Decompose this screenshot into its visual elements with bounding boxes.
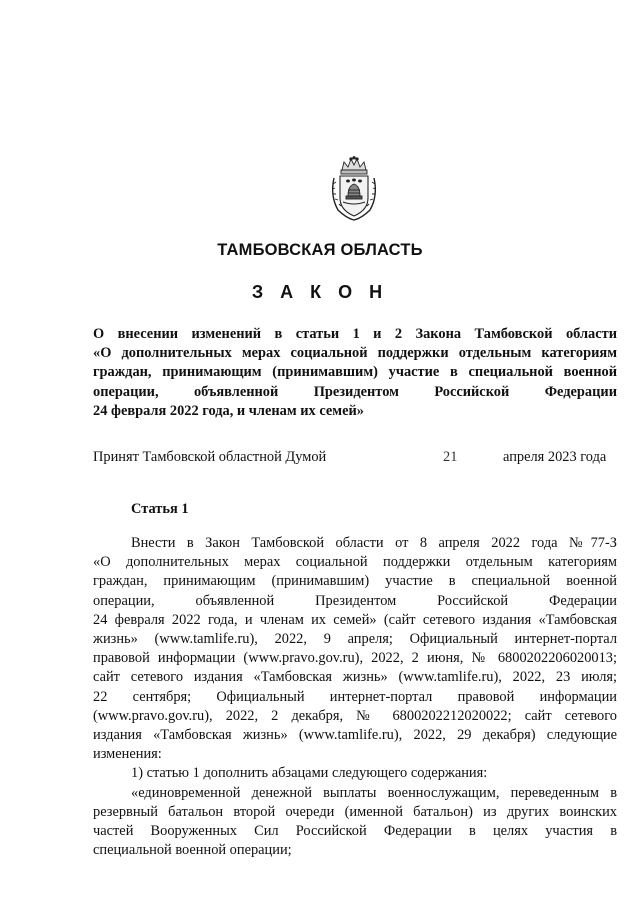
body-line: издания «Тамбовская жизнь» (www.tamlife.ru), 2022, 29 декабря) следующие — [93, 727, 617, 744]
adoption-label: Принят Тамбовской областной Думой — [93, 449, 327, 465]
body-line: частей Вооруженных Сил Российской Федерации в целях участия в — [93, 823, 617, 840]
body-line: «единовременной денежной выплаты военнослужащим, переведенным в — [131, 784, 617, 801]
region-heading: ТАМБОВСКАЯ ОБЛАСТЬ — [217, 241, 423, 259]
body-line: «О дополнительных мерах социальной поддержки отдельным категориям — [93, 554, 617, 571]
tambov-coat-of-arms-icon — [328, 156, 380, 222]
document-type-heading: З А К О Н — [251, 282, 389, 302]
title-line: «О дополнительных мерах социальной поддержки отдельным категориям — [93, 345, 617, 362]
body-line: резервный батальон второй очереди (именной батальон) из других воинских — [93, 803, 617, 820]
title-line: О внесении изменений в статьи 1 и 2 Закона Тамбовской области — [93, 326, 617, 342]
body-line: жизнь» (www.tamlife.ru), 2022, 9 апреля; Официальный интернет-портал — [93, 631, 617, 648]
body-line: сайт сетевого издания «Тамбовская жизнь» (www.tamlife.ru), 2022, 23 июля; — [93, 669, 617, 686]
body-line: изменения: — [93, 746, 162, 763]
body-line: правовой информации (www.pravo.gov.ru), 2022, 2 июня, № 6800202206020013; — [93, 650, 617, 667]
title-line: граждан, принимающим (принимавшим) участие в специальной военной — [93, 364, 617, 381]
adoption-month-year: апреля 2023 года — [503, 449, 607, 465]
adoption-line — [93, 449, 617, 469]
body-line: специальной военной операции; — [93, 842, 292, 859]
title-line: 24 февраля 2022 года, и членам их семей» — [93, 402, 364, 419]
law-title — [93, 325, 617, 421]
title-line: операции, объявленной Президентом Российской Федерации — [93, 383, 617, 400]
body-line: Внести в Закон Тамбовской области от 8 апреля 2022 года №77-З — [131, 535, 617, 551]
body-line: граждан, принимающим (принимавшим) участие в специальной военной — [93, 573, 617, 590]
article-body — [93, 534, 617, 860]
body-line: 22 сентября; Официальный интернет-портал правовой информации — [93, 688, 617, 705]
body-line: операции, объявленной Президентом Российской Федерации — [93, 592, 617, 609]
article-heading: Статья 1 — [131, 501, 189, 517]
body-line: 1) статью 1 дополнить абзацами следующего содержания: — [131, 765, 488, 782]
body-line: 24 февраля 2022 года, и членам их семей» (сайт сетевого издания «Тамбовская — [93, 611, 617, 628]
adoption-day: 21 — [443, 449, 458, 465]
body-line: (www.pravo.gov.ru), 2022, 2 декабря, № 6800202212020022; сайт сетевого — [93, 707, 617, 724]
